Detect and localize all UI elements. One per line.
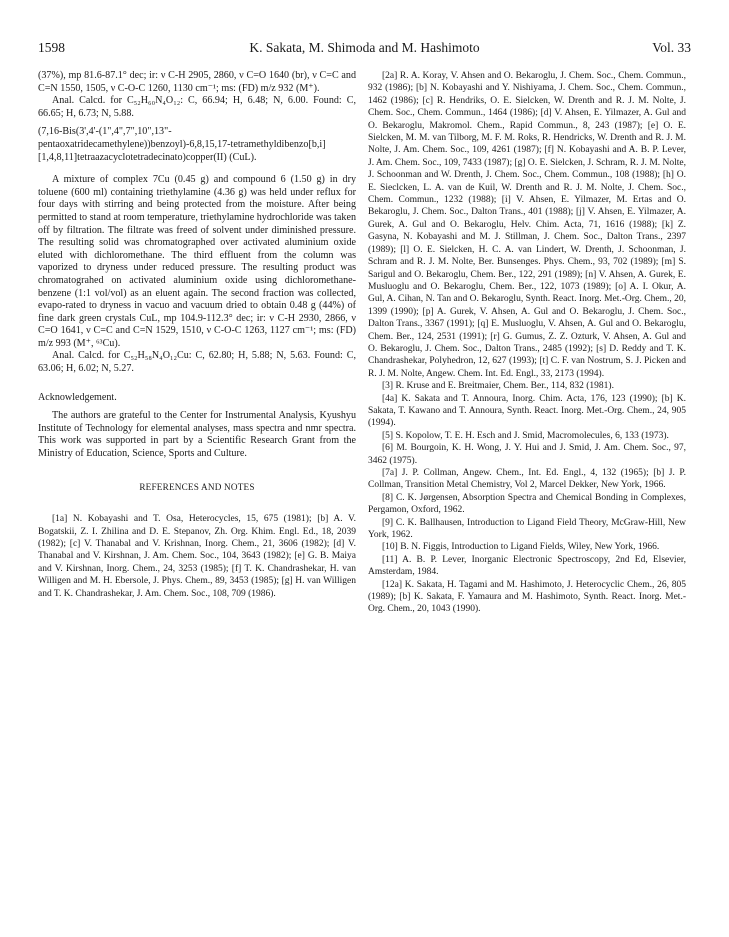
running-authors: K. Sakata, M. Shimoda and M. Hashimoto — [249, 40, 480, 55]
reference-item: [6] M. Bourgoin, K. H. Wong, J. Y. Hui and J. Smid, J. Am. Chem. Soc., 97, 3462 (1975). — [368, 443, 686, 466]
analysis-paragraph-2: Anal. Calcd. for C₅₂H₅₈N₄O₁₂Cu: C, 62.80; H, 5.88; N, 5.63. Found: C, 63.06; H, 6.02; N, 5.27. — [38, 350, 356, 375]
spectral-data-paragraph: (37%), mp 81.6-87.1° dec; ir: ν C-H 2905, 2860, ν C=O 1640 (br), ν C=C and C=N 1550, 1505, ν C-O-C 1260, 1130 cm⁻¹; ms: (FD) m/z 932 (M⁺). — [38, 70, 356, 94]
reference-item: [11] A. B. P. Lever, Inorganic Electronic Spectroscopy, 2nd Ed, Elsevier, Amsterdam, 1984. — [368, 554, 686, 578]
reference-item: [2a] R. A. Koray, V. Ahsen and O. Bekaroglu, J. Chem. Soc., Chem. Commun., 932 (1986); [b] N. Kobayashi and Y. Nishiyama, J. Chem. Soc., Chem. Commun., 1462 (1986); [c] R. Hendriks, O. E. Sielcken, W. Drenth and R. J. M. Nolte, J. Chem. Soc., Chem. Commun., 1464 (1986); [d] V. Ahsen, E. Yilmazer, A. Gul and O. Bekaroglu, Makromol. Chem., Rapid Commun., 8, 243 (1987); [e] O. E. Sielcken, M. M. van Tilborg, M. F. M. Roks, R. Hendricks, W. Drenth and R. J. M. Nolte, J. Am. Chem. Soc., 109, 4261 (1987); [f] N. Kobayashi and A. B. P. Lever, J. Am. Chem. Soc., 109, 7433 (1987); [g] O. E. Sielcken, J. Schram, R. J. M. Nolte, J. Schoonman and W. Drenth, J. Chem. Soc., Chem. Commun., 108 (1988); [h] O. E. Sieclcken, L. A. van de Kuil, W. Drenth and R. J. M. Nolte, J. Chem. Soc., Chem. Commun., 1232 (1988); [i] V. Ahsen, E. Yilmazer, M. Ertas and O. Bekaroglu, J. Chem. Soc., Dalton Trans., 401 (1988); [j] V. Ahsen, E. Yilmazer, A. Gurek, A. Gul and O. Bekaroglu, Helv. Chim. Acta, 71, 1616 (1988); [k] Z. Gasyna, N. Kobayashi and M. J. Stillman, J. Chem. Soc., Dalton Trans., 2397 (1989); [l] O. E. Sielcken, H. C. A. van Lindert, W. Drenth, J. Schoonman, J. Schram and R. J. M. Nolte, Ber. Bunsenges. Phys. Chem., 93, 702 (1989); [m] S. Sarigul and O. Bekaroglu, Chem. Ber., 122, 291 (1989); [n] V. Ahsen, A. Gurek, E. Musluoglu and O. Bekaroglu, Chem. Ber., 122, 1073 (1989); [o] A. I. Okur, A. Gul, A. Cihan, N. Tan and O. Bekaroglu, Synth. React. Inorg. Met.-Org. Chem., 20, 1399 (1990); [p] A. Gurek, V. Ahsen, A. Gul and O. Bekaroglu, J. Chem. Soc., Dalton Trans., 3367 (1991); [q] E. Musluoglu, V. Ahsen, A. Gul and O. Bekaroglu, Chem. Ber., 124, 2531 (1991); [r] G. Gumus, Z. Z. Ozturk, V. Ahsen, A. Gul and O. Bekaroglu, J. Chem. Soc., Dalton Trans., 2485 (1992); [s] D. Reddy and T. K. Chandrashekar, Polyhedron, 12, 627 (1993); [t] C. F. van Nostrum, S. J. Picken and R. J. M. Nolte, Angew. Chem. Int. Ed. Engl., 33, 2173 (1994). — [368, 71, 686, 379]
compound-name-heading: (7,16-Bis(3',4'-(1",4",7",10",13"-pentaoxatridecamethylene))benzoyl)-6,8,15,17-tetramethyldibenzo[b,i][1,4,8,11]tetraazacyclotetradecinato)copper(II) (CuL). — [38, 126, 326, 163]
procedure-paragraph: A mixture of complex 7Cu (0.45 g) and compound 6 (1.50 g) in dry toluene (600 ml) containing triethylamine (4.36 g) was held under reflux for four days with stirring and being protected from the moisture. After being permitted to stand at room temperature, triethylamine hydrochloride was taken off by filtration. The filtrate was freed of solvent under diminished pressure. The resulting solid was chromatographed over activated aluminium oxide eluted with dichloromethane. The third effluent from the column was vaporized to dryness under reduced pressure. The resulting product was chromatograhed on activated aluminium oxide using dichloromethane-benzene (1:1 vol/vol) as an eluent again. The second fraction was collected, evapo-rated to dryness in vacuo and vacuum dried to obtain 0.48 g (44%) of fine dark green crystals CuL, mp 104.9-112.3° dec; ir: ν C-H 2930, 2866, ν C=O 1641, ν C=C and C=N 1529, 1510, ν C-O-C 1263, 1127 cm⁻¹; ms: (FD) m/z 993 (M⁺, ⁶³Cu). — [38, 174, 356, 349]
reference-item: [10] B. N. Figgis, Introduction to Ligand Fields, Wiley, New York, 1966. — [382, 542, 660, 553]
page-number: 1598 — [38, 40, 65, 55]
right-column — [368, 70, 686, 616]
reference-item: [4a] K. Sakata and T. Annoura, Inorg. Chim. Acta, 176, 123 (1990); [b] K. Sakata, T. Kawano and T. Annoura, Synth. React. Inorg. Met.-Org. Chem., 24, 905 (1994). — [368, 393, 686, 429]
reference-item: [7a] J. P. Collman, Angew. Chem., Int. Ed. Engl., 4, 132 (1965); [b] J. P. Collman, Transition Metal Chemistry, Vol 2, Marcel Dekker, New York, 1966. — [368, 468, 686, 491]
reference-item: [12a] K. Sakata, H. Tagami and M. Hashimoto, J. Heterocyclic Chem., 26, 805 (1989); [b] K. Sakata, F. Yamaura and M. Hashimoto, Synth. React. Inorg. Met.-Org. Chem., 20, 1043 (1990). — [368, 579, 686, 615]
analysis-paragraph: Anal. Calcd. for C₅₂H₆₀N₄O₁₂: C, 66.94; H, 6.48; N, 6.00. Found: C, 66.65; H, 6.73; N, 5.88. — [38, 95, 356, 119]
reference-item: [3] R. Kruse and E. Breitmaier, Chem. Ber., 114, 832 (1981). — [382, 381, 614, 392]
references-heading: REFERENCES AND NOTES — [139, 481, 255, 492]
reference-item: [1a] N. Kobayashi and T. Osa, Heterocycles, 15, 675 (1981); [b] A. V. Bogatskii, Z. I. Zhilina and D. E. Stepanov, Zh. Org. Khim. Engl. Ed., 18, 2039 (1982); [c] V. Thanabal and V. Krishnan, Inorg. Chem., 21, 3606 (1982); [d] V. Thanabal and V. Kirshnan, J. Am. Chem. Soc., 104, 3643 (1982); [e] G. B. Maiya and V. Kirshnan, Inorg. Chem., 24, 3253 (1985); [f] T. K. Chandrashekar, H. van Willigen and M. H. Ebersole, J. Phys. Chem., 89, 3453 (1985); [g] H. van Willigen and T. K. Chandrashekar, J. Am. Chem. Soc., 108, 709 (1986). — [38, 514, 356, 599]
volume-label: Vol. 33 — [652, 40, 691, 55]
reference-item: [8] C. K. Jørgensen, Absorption Spectra and Chemical Bonding in Complexes, Pergamon, Oxford, 1962. — [368, 492, 686, 516]
acknowledgement-heading: Acknowledgement. — [38, 391, 117, 403]
reference-item: [5] S. Kopolow, T. E. H. Esch and J. Smid, Macromolecules, 6, 133 (1973). — [382, 430, 669, 441]
left-column — [38, 70, 356, 600]
running-header — [38, 38, 691, 58]
reference-item: [9] C. K. Ballhausen, Introduction to Ligand Field Theory, McGraw-Hill, New York, 1962. — [368, 517, 686, 541]
acknowledgement-body: The authors are grateful to the Center for Instrumental Analysis, Kyushyu Institute of Technology for elemental analyses, mass spectra and nmr spectra. This work was supported in part by a Scientific Research Grant from the Ministry of Education, Science, Sports and Culture. — [38, 410, 356, 460]
